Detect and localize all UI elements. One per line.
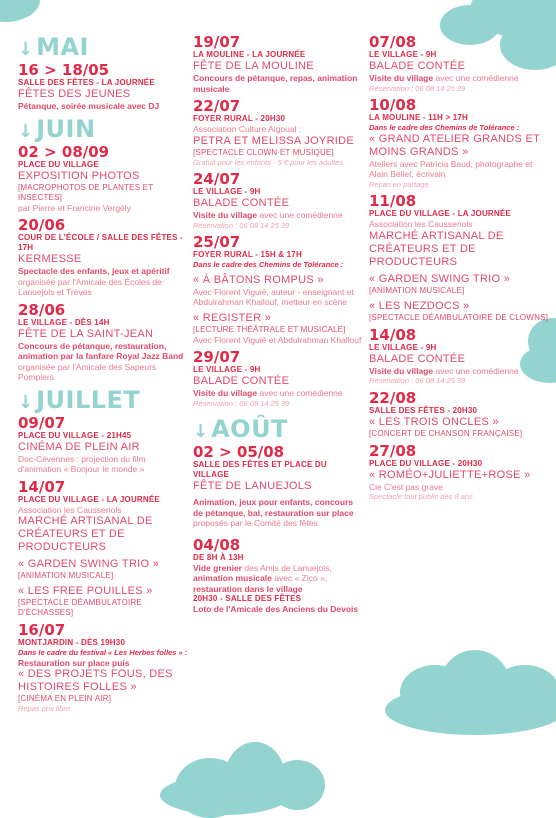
event-title: MARCHÉ ARTISANAL DE CRÉATEURS ET DE PRODUCTEURS [369, 229, 504, 268]
event-place: COUR DE L'ÉCOLE / SALLE DES FÊTES - 17H [18, 233, 183, 252]
event-description: Visite du village avec une comédienne [193, 388, 343, 398]
event-reservation: Réservation : 06 08 14 25 39 [369, 83, 466, 93]
event-24-07 [193, 171, 365, 230]
event-title: « ROMÉO+JULIETTE+ROSE » [369, 468, 531, 481]
event-title-2: « REGISTER » [193, 311, 272, 324]
event-title: FÊTE DE LANUEJOLS [193, 480, 312, 492]
event-description-2: Loto de l'Amicale des Anciens du Devois [193, 604, 359, 614]
event-place: PLACE DU VILLAGE [18, 159, 99, 169]
event-description-bold: Concours de pétanque, restauration, animation par la fanfare Royal Jazz Band [18, 340, 184, 361]
event-title: BALADE CONTÉE [369, 352, 466, 365]
event-description: par Pierre et Francine Vergély [18, 202, 131, 213]
event-subtitle-2: [ANIMATION MUSICALE] [369, 285, 465, 295]
event-date: 27/08 [369, 441, 417, 460]
month-header-juin: ↓ JUIN [18, 114, 96, 143]
event-date: 22/07 [193, 97, 241, 115]
event-title: EXPOSITION PHOTOS [18, 169, 140, 182]
event-place: LE VILLAGE - 9H [369, 342, 437, 352]
event-description: organisée par l'Amicale des Écoles de Lanuejols et Trèves [18, 276, 162, 297]
event-02-05-08 [193, 444, 365, 529]
event-title: « DES PROJETS FOUS, DES HISTOIRES FOLLES » [18, 668, 173, 693]
event-date: 16/07 [18, 621, 66, 639]
event-description-bold: Animation, jeux pour enfants, concours de pétanque, bal, restauration sur place [193, 497, 354, 518]
event-07-08 [369, 34, 549, 93]
event-title: MARCHÉ ARTISANAL DE CRÉATEURS ET DE PRODUCTEURS [18, 515, 153, 553]
event-title: FÊTE DE LA SAINT-JEAN [18, 327, 154, 340]
month-header-mai: ↓ MAI [18, 33, 89, 61]
event-title-2: « GARDEN SWING TRIO » [18, 558, 160, 570]
event-subtitle-2: [LECTURE THÉÂTRALE ET MUSICALE] [193, 324, 346, 334]
event-27-08 [369, 443, 549, 502]
event-date: 02 > 05/08 [193, 443, 285, 461]
event-date: 29/07 [193, 348, 241, 366]
event-place: FOYER RURAL - 15H & 17H [193, 250, 302, 259]
event-description-2: Avec Florent Viguié et Abdulrahman Khallouf [193, 334, 362, 345]
event-company: Cie C'est pas grave [369, 481, 443, 492]
event-14-08 [369, 327, 549, 386]
down-arrow-icon: ↓ [193, 421, 209, 442]
event-16-07 [18, 622, 190, 714]
event-place: LE VILLAGE - DÈS 14H [18, 317, 110, 327]
event-title: BALADE CONTÉE [193, 197, 290, 209]
event-context: Dans le cadre des Chemins de Tolérance : [369, 123, 520, 132]
event-11-08 [369, 193, 549, 323]
event-04-08 [193, 537, 365, 615]
event-place: SALLE DES FÊTES ET PLACE DU VILLAGE [193, 460, 327, 479]
event-description-bold: Spectacle des enfants, jeux et apéritif [18, 266, 170, 276]
event-place: SALLE DES FÊTES - 20H30 [369, 405, 478, 415]
event-place: DE 8H À 13H [193, 552, 244, 562]
event-reservation: Réservation : 06 08 14 25 39 [193, 220, 290, 230]
event-title-3: « LES FREE POUILLES » [18, 585, 153, 597]
down-arrow-icon: ↓ [18, 39, 34, 60]
event-place: PLACE DU VILLAGE - 20H30 [369, 458, 483, 468]
event-place: LA MOULINE - 11H > 17H [369, 113, 469, 122]
event-22-07 [193, 98, 365, 167]
event-description: Ateliers avec Patricia Baud, photographe et Alain Bellet, écrivain [369, 158, 533, 179]
event-place: LA MOULINE - LA JOURNÉE [193, 50, 306, 59]
event-subtitle: [CONCERT DE CHANSON FRANÇAISE] [369, 428, 523, 438]
event-place: LE VILLAGE - 9H [369, 50, 437, 59]
event-organizer: Association les Caussenols [369, 219, 473, 229]
event-date: 07/08 [369, 33, 417, 51]
event-date: 16 > 18/05 [18, 61, 110, 79]
event-description: Pétanque, soirée musicale avec DJ [18, 101, 160, 111]
event-description: Vide grenier des Amis de Lanuejols, animation musicale avec « Zico », restauration dans le village [193, 562, 332, 594]
event-reservation: Réservation : 06 08 14 25 39 [193, 398, 290, 408]
event-19-07 [193, 34, 365, 94]
month-header-aout: ↓ AOÛT [193, 415, 288, 443]
event-title: BALADE CONTÉE [193, 375, 290, 387]
event-title: « GRAND ATELIER GRANDS ET MOINS GRANDS » [369, 132, 540, 158]
event-date: 02 > 08/09 [18, 142, 110, 161]
event-14-07 [18, 479, 190, 619]
event-place: PLACE DU VILLAGE - LA JOURNÉE [369, 209, 511, 218]
event-description-bold: Restauration sur place puis [18, 657, 130, 668]
event-date: 11/08 [369, 192, 417, 210]
event-note: Repas prix libre [18, 704, 71, 713]
event-subtitle: [MACROPHOTOS DE PLANTES ET INSECTES] [18, 182, 154, 202]
down-arrow-icon: ↓ [18, 120, 34, 142]
event-note: Gratuit pour les enfants - 5 € pour les adultes [193, 157, 344, 167]
event-description: Doc-Cévennes : projection du film d'animation « Bonjour le monde » [18, 453, 146, 474]
column-2 [193, 34, 365, 619]
event-context: Dans le cadre du festival « Les Herbes folles » : [18, 648, 188, 657]
event-date: 20/06 [18, 216, 66, 234]
event-description: organisée par l'Amicale des Sapeurs Pompiers [18, 361, 157, 382]
event-description: Visite du village avec une comédienne [369, 365, 519, 376]
event-context: Dans le cadre des Chemins de Tolérance : [193, 260, 344, 269]
event-09-07 [18, 415, 190, 475]
event-place: MONTJARDIN - DÈS 19H30 [18, 638, 126, 647]
column-3 [369, 34, 549, 506]
event-02-08-09 [18, 144, 190, 214]
event-date: 19/07 [193, 33, 241, 51]
event-date: 24/07 [193, 170, 241, 188]
event-date: 04/08 [193, 535, 241, 554]
event-description: Visite du village avec une comédienne [369, 73, 519, 83]
event-title: « LES TROIS ONCLES » [369, 415, 499, 428]
column-1 [18, 30, 190, 718]
event-subtitle: [SPECTACLE CLOWN ET MUSIQUE] [193, 147, 334, 157]
event-title: PETRA ET MELISSA JOYRIDE [193, 134, 355, 147]
event-note: Repas en partage [369, 179, 429, 189]
event-subtitle-3: [SPECTACLE DÉAMBULATOIRE D'ÉCHASSES] [18, 598, 142, 617]
event-place: FOYER RURAL - 20H30 [193, 114, 286, 123]
down-arrow-icon: ↓ [18, 391, 34, 413]
event-16-18-05 [18, 62, 190, 112]
event-place: LE VILLAGE - 9H [193, 365, 261, 374]
event-10-08 [369, 97, 549, 189]
event-date: 28/06 [18, 300, 66, 319]
event-reservation: Réservation : 06 08 14 25 39 [369, 376, 466, 385]
event-place-2: 20H30 - SALLE DES FÊTES [193, 594, 302, 603]
event-title: FÊTE DE LA MOULINE [193, 60, 314, 72]
event-date: 09/07 [18, 413, 66, 432]
event-title: CINÉMA DE PLEIN AIR [18, 440, 140, 453]
event-title-3: « LES NEZDOCS » [369, 299, 470, 312]
event-description: Visite du village avec une comédienne [193, 210, 343, 220]
event-description: proposés par le Comité des fêtes [193, 518, 318, 528]
event-subtitle: [CINÉMA EN PLEIN AIR] [18, 694, 112, 703]
event-organizer: Association les Caussenols [18, 504, 122, 515]
event-title-2: « GARDEN SWING TRIO » [369, 272, 511, 285]
event-title: « À BÂTONS ROMPUS » [193, 273, 324, 286]
event-note: Spectacle tout public dès 8 ans [369, 492, 473, 501]
event-22-08 [369, 390, 549, 439]
event-date: 25/07 [193, 233, 241, 251]
event-description: Avec Florent Viguié, auteur - enseignant et Abdulrahman Khallouf, metteur en scène [193, 286, 354, 307]
event-28-06 [18, 302, 190, 383]
event-place: PLACE DU VILLAGE - 21H45 [18, 430, 132, 440]
event-25-07 [193, 234, 365, 345]
event-29-07 [193, 349, 365, 408]
event-title: KERMESSE [18, 253, 82, 265]
event-date: 22/08 [369, 388, 417, 407]
event-20-06 [18, 217, 190, 298]
event-subtitle-3: [SPECTACLE DÉAMBULATOIRE DE CLOWNS] [369, 312, 549, 322]
event-organizer: Association Culture Aigoual : [193, 124, 302, 134]
event-title: FÊTES DES JEUNES [18, 88, 131, 100]
event-place: LE VILLAGE - 9H [193, 187, 261, 196]
event-place: PLACE DU VILLAGE - LA JOURNÉE [18, 494, 160, 504]
event-description: Concours de pétanque, repas, animation musicale [193, 73, 358, 94]
event-title: BALADE CONTÉE [369, 60, 466, 72]
event-date: 14/08 [369, 325, 417, 344]
event-date: 14/07 [18, 477, 66, 496]
event-date: 10/08 [369, 96, 417, 114]
month-header-juillet: ↓ JUILLET [18, 385, 141, 414]
event-subtitle-2: [ANIMATION MUSICALE] [18, 571, 114, 580]
event-place: SALLE DES FÊTES - LA JOURNÉE [18, 78, 155, 87]
